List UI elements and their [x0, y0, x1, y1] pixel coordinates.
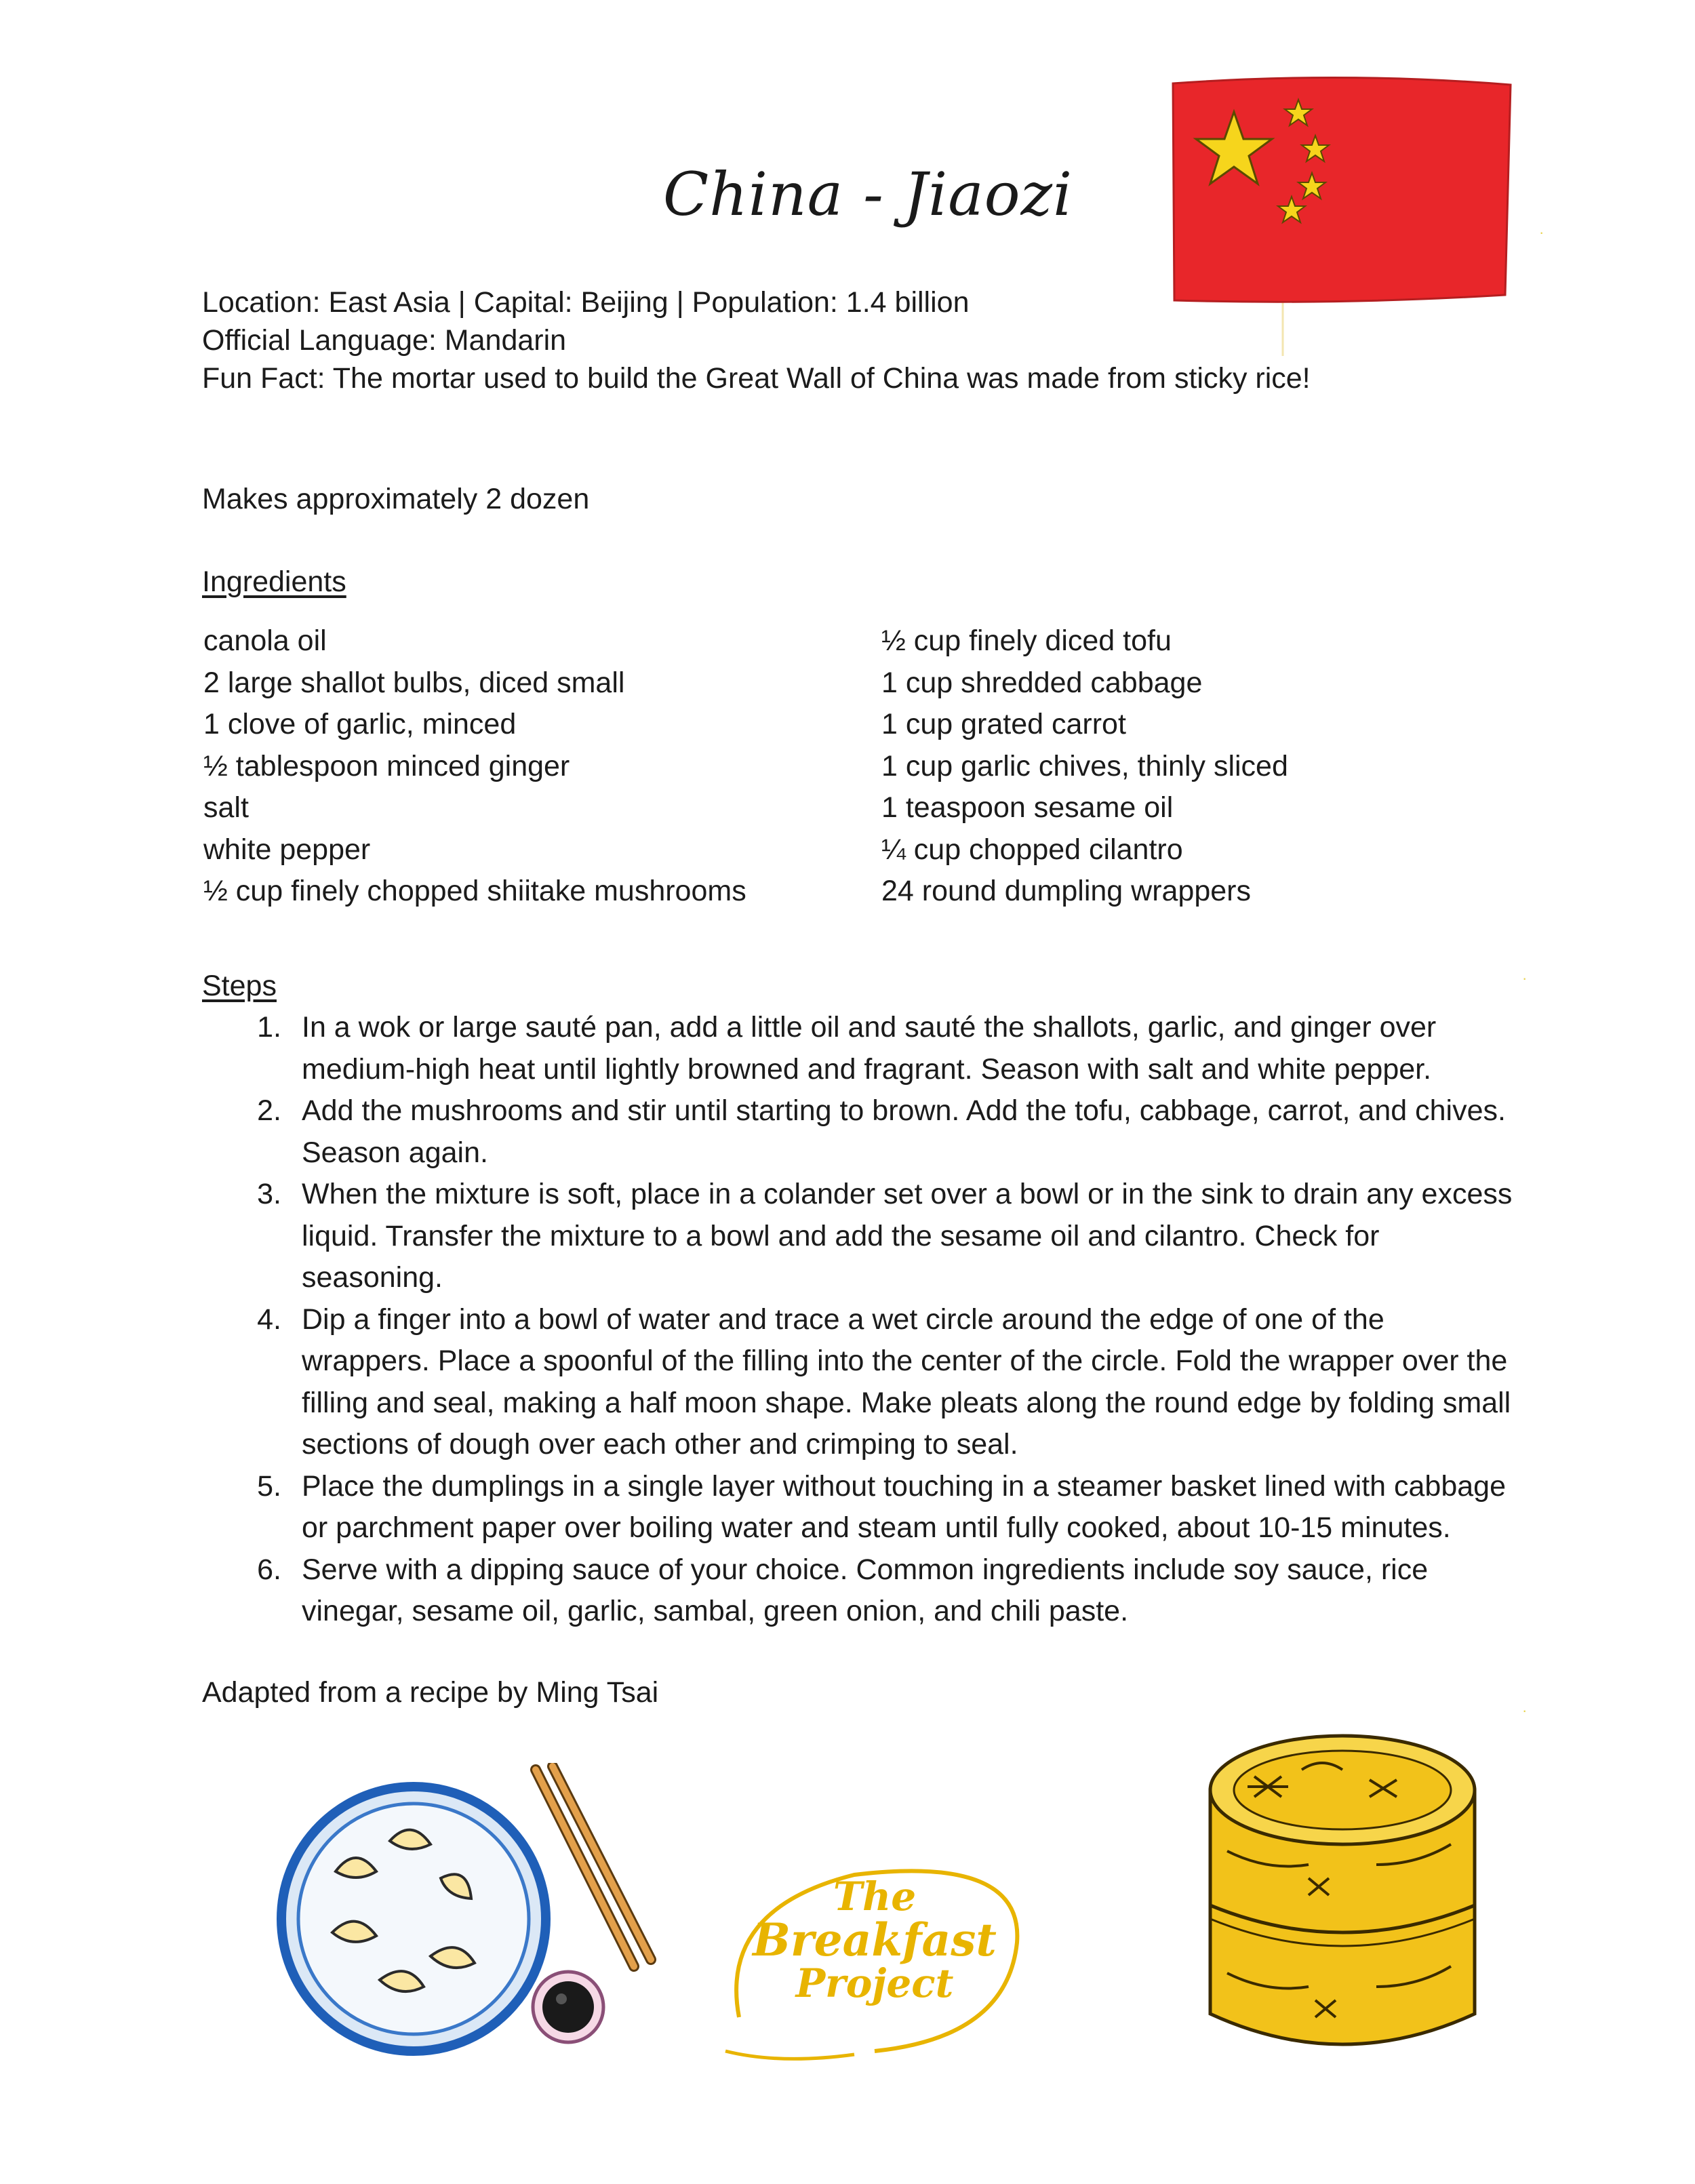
ingredient-item: ½ cup finely chopped shiitake mushrooms	[203, 875, 746, 907]
step-text-line: In a wok or large sauté pan, add a little oil and sauté the shallots, garlic, and ginger over	[302, 1011, 1437, 1044]
location-line: Location: East Asia | Capital: Beijing | Population: 1.4 billion	[202, 286, 970, 319]
step-text-line: sections of dough over each other and crimping to seal.	[302, 1428, 1018, 1461]
fun-fact-line: Fun Fact: The mortar used to build the Great Wall of China was made from sticky rice!	[202, 362, 1311, 395]
scan-speck: ·	[1539, 224, 1544, 241]
ingredient-item: 1 cup garlic chives, thinly sliced	[881, 749, 1288, 782]
step-text-line: When the mixture is soft, place in a colander set over a bowl or in the sink to drain any excess	[302, 1178, 1513, 1210]
step-text-line: vinegar, sesame oil, garlic, sambal, green onion, and chili paste.	[302, 1595, 1129, 1627]
dumpling-bowl-icon	[271, 1776, 556, 2061]
scan-speck: ·	[1522, 1702, 1528, 1719]
logo-line: The	[833, 1873, 917, 1920]
steps-list	[244, 1007, 1573, 1633]
chopsticks-icon	[522, 1763, 658, 1980]
ingredient-item: 2 large shallot bulbs, diced small	[203, 666, 625, 699]
logo-line: Project	[795, 1960, 954, 2006]
scan-speck: ·	[1522, 970, 1528, 987]
language-line: Official Language: Mandarin	[202, 324, 567, 357]
ingredients-right-column	[881, 620, 1288, 913]
step-number: 1.	[257, 1011, 281, 1044]
ingredient-item: 1 clove of garlic, minced	[203, 708, 517, 740]
ingredient-item: ½ tablespoon minced ginger	[203, 749, 570, 782]
ingredient-item: 1 cup grated carrot	[881, 708, 1126, 740]
ingredients-heading: Ingredients	[202, 565, 346, 598]
step-text-line: seasoning.	[302, 1261, 443, 1294]
ingredient-item: canola oil	[203, 624, 327, 657]
step-text-line: wrappers. Place a spoonful of the filling into the center of the circle. Fold the wrapper over the	[302, 1345, 1508, 1377]
step-number: 5.	[257, 1469, 281, 1503]
bamboo-steamer-icon	[1200, 1722, 1485, 2075]
steps-heading: Steps	[202, 970, 277, 1002]
recipe-credit: Adapted from a recipe by Ming Tsai	[202, 1676, 659, 1709]
step-text-line: Dip a finger into a bowl of water and trace a wet circle around the edge of one of the	[302, 1303, 1384, 1336]
china-flag-icon	[1166, 71, 1519, 397]
ingredient-item: white pepper	[203, 833, 371, 866]
step-item	[244, 1174, 1573, 1299]
step-item	[244, 1466, 1573, 1549]
step-text-line: or parchment paper over boiling water and steam until fully cooked, about 10-15 minutes.	[302, 1511, 1451, 1544]
page-title: China - Jiaozi	[662, 159, 1073, 229]
breakfast-project-logo	[698, 1848, 1051, 2071]
ingredient-item: 1 teaspoon sesame oil	[881, 791, 1174, 824]
step-text-line: Season again.	[302, 1136, 488, 1169]
logo-line: Breakfast	[753, 1913, 997, 1966]
ingredient-item: 24 round dumpling wrappers	[881, 875, 1251, 907]
yield-line: Makes approximately 2 dozen	[202, 483, 590, 515]
step-number: 2.	[257, 1094, 281, 1127]
step-number: 3.	[257, 1178, 281, 1210]
step-text-line: Add the mushrooms and stir until starting to brown. Add the tofu, cabbage, carrot, and chives.	[302, 1094, 1506, 1127]
ingredient-item: ¼ cup chopped cilantro	[881, 833, 1183, 866]
ingredient-item: 1 cup shredded cabbage	[881, 666, 1203, 699]
step-text-line: medium-high heat until lightly browned and fragrant. Season with salt and white pepper.	[302, 1052, 1432, 1086]
step-item	[244, 1007, 1573, 1090]
ingredient-item: ½ cup finely diced tofu	[881, 624, 1172, 657]
step-item	[244, 1549, 1573, 1633]
step-item	[244, 1090, 1573, 1174]
dipping-sauce-icon	[527, 1966, 609, 2048]
ingredients-left-column	[203, 620, 746, 913]
step-text-line: liquid. Transfer the mixture to a bowl and add the sesame oil and cilantro. Check for	[302, 1219, 1380, 1252]
step-text-line: Place the dumplings in a single layer without touching in a steamer basket lined with cabbage	[302, 1469, 1506, 1503]
step-text-line: Serve with a dipping sauce of your choice. Common ingredients include soy sauce, rice	[302, 1553, 1429, 1586]
step-number: 4.	[257, 1303, 281, 1336]
step-item	[244, 1299, 1573, 1466]
step-text-line: filling and seal, making a half moon shape. Make pleats along the round edge by folding small	[302, 1386, 1511, 1419]
step-number: 6.	[257, 1553, 281, 1586]
ingredient-item: salt	[203, 791, 249, 824]
